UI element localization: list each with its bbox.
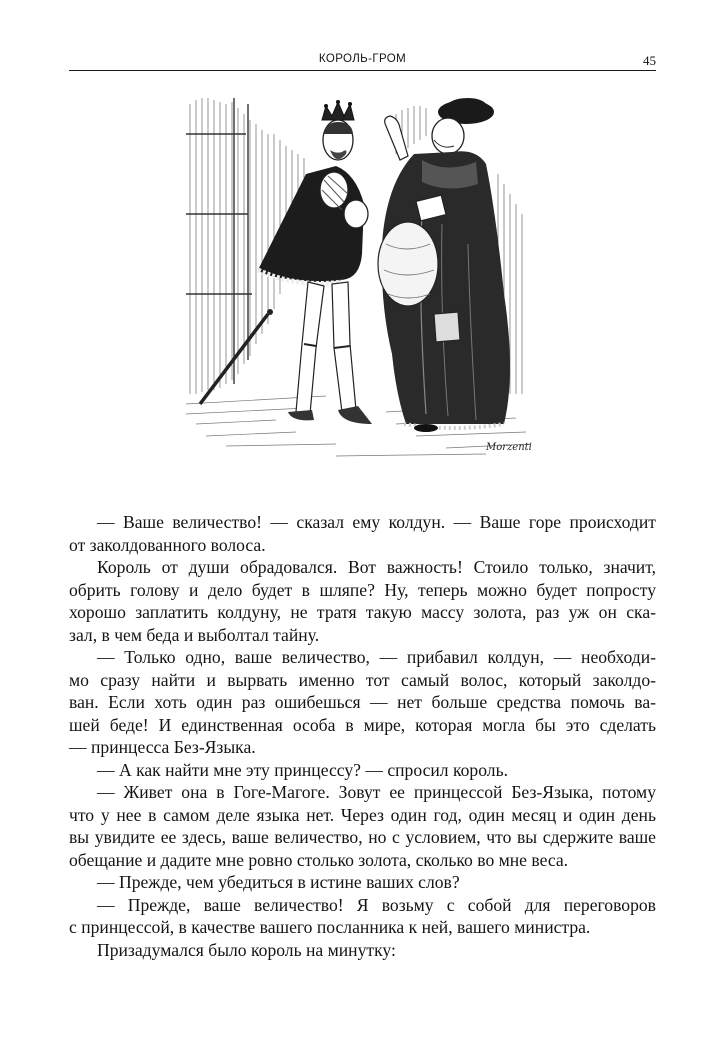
paragraph [69, 556, 656, 646]
sorcerer-figure [378, 98, 510, 432]
running-title: КОРОЛЬ-ГРОМ [318, 53, 407, 65]
paragraph [69, 939, 656, 962]
text-line: Призадумался было король на минутку: [97, 939, 396, 960]
text-line: — А как найти мне эту принцессу? — спросил король. [97, 759, 508, 780]
artist-signature: Morzenti [486, 442, 532, 453]
engraving-king-and-sorcerer [186, 94, 538, 474]
paragraph [69, 871, 656, 894]
text-line: — Прежде, ваше величество! Я возьму с собой для переговоров [97, 894, 656, 915]
text-line: — Живет она в Гоге-Магоге. Зовут ее принцессой Без-Языка, потому [97, 782, 656, 802]
running-head [69, 50, 656, 71]
paragraph [69, 759, 656, 782]
text-line: зал, в чем беда и выболтал тайну. [69, 624, 320, 645]
paragraph [69, 781, 656, 871]
text-line: вы увидите ее здесь, ваше величество, но с условием, что вы сдержите ваше [69, 827, 656, 847]
paragraph [69, 894, 656, 939]
text-line: — Только одно, ваше величество, — прибавил колдун, — необходи- [97, 647, 656, 667]
paragraph [69, 646, 656, 759]
text-line: от заколдованного волоса. [69, 534, 266, 555]
text-line: обрить голову и дело будет в шляпе? Ну, теперь можно будет попросту [69, 579, 656, 600]
page-number: 45 [643, 53, 656, 68]
text-line: мо сразу найти и вырвать именно тот самый волос, который заколдо- [69, 669, 656, 690]
story-text [69, 511, 656, 961]
text-line: обещание и дадите мне ровно столько золота, сколько во мне веса. [69, 849, 569, 870]
paragraph [69, 511, 656, 556]
text-line: — Прежде, чем убедиться в истине ваших слов? [97, 872, 460, 892]
text-line: хорошо заплатить колдуну, не тратя такую массу золота, раз уж он ска- [69, 602, 656, 622]
text-line: с принцессой, в качестве вашего посланника к ней, вашего министра. [69, 917, 591, 937]
text-line: ван. Если хоть один раз ошибешься — нет больше средства помочь ва- [69, 692, 656, 712]
text-line: что у нее в самом деле языка нет. Через один год, один месяц и один день [69, 804, 656, 825]
text-line: — принцесса Без-Языка. [69, 737, 256, 757]
text-line: Король от души обрадовался. Вот важность! Стоило только, значит, [97, 557, 656, 577]
text-line: — Ваше величество! — сказал ему колдун. — Ваше горе происходит [97, 512, 656, 532]
text-line: шей беде! И единственная особа в мире, которая могла бы это сделать [69, 714, 656, 735]
